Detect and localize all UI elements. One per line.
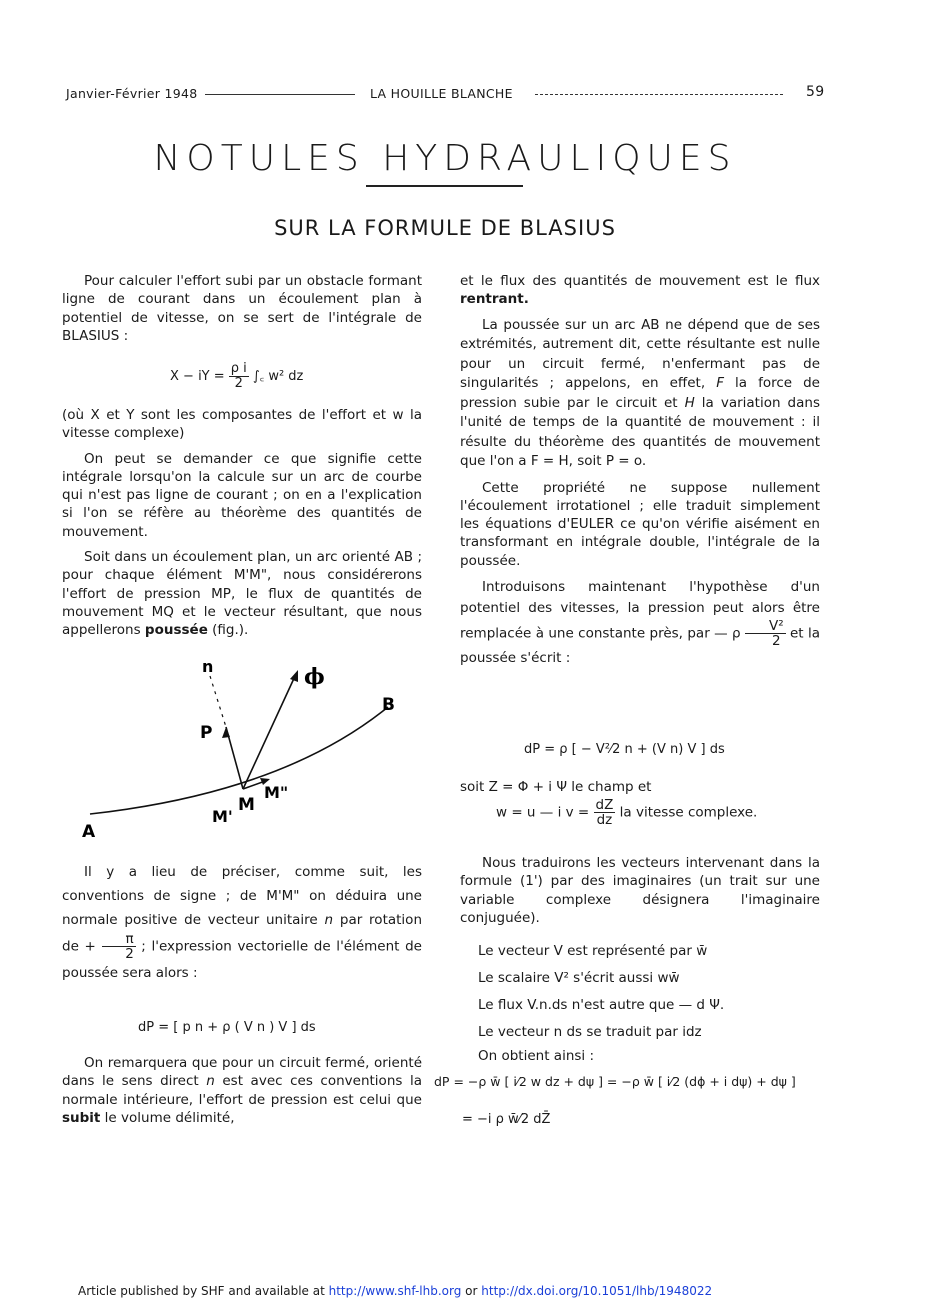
p5-n: n [324, 912, 334, 928]
footer-link-doi[interactable]: http://dx.doi.org/10.1051/lhb/1948022 [481, 1284, 713, 1298]
p5c: ; l'expression vectorielle de l'élément de poussée sera alors : [62, 938, 422, 981]
right-line-3: Le flux V.n.ds n'est autre que — d Ψ. [478, 997, 725, 1013]
footer-link-shf[interactable]: http://www.shf-lhb.org [328, 1284, 462, 1298]
arrow-mp-head [222, 727, 230, 738]
left-para-3: On peut se demander ce que signifie cette intégrale lorsqu'on la calcule sur un arc de courbe qui n'est pas ligne de courant ; on en a l'explication si l'on se réfère au théorème des quantités de mouvement. [62, 450, 422, 540]
right-line-4: Le vecteur n ds se traduit par idz [478, 1024, 702, 1040]
p4a: Soit dans un écoulement plan, un arc orienté AB ; pour chaque élément M'M", nous considérerons l'effort de pression MP, le flux de quantités de mouvement MQ et le vecteur résultant, que nous appellerons [62, 549, 422, 639]
r-p4-den: 2 [772, 633, 781, 650]
page-subtitle: SUR LA FORMULE DE BLASIUS [274, 216, 616, 240]
right-para-1 [460, 272, 820, 309]
r-p6-fraction [594, 798, 616, 827]
eq1-fraction [229, 362, 249, 391]
right-column [460, 272, 820, 676]
right-para-2 [460, 316, 820, 472]
label-mprime: M' [212, 807, 233, 826]
r-p2b: la force de pression subie par le circuit et [460, 375, 820, 411]
footer [78, 1284, 712, 1298]
footer-or: or [461, 1284, 482, 1298]
p6-n: n [206, 1073, 215, 1090]
p4b-bold: poussée [144, 622, 208, 639]
p5a: Il y a lieu de préciser, comme suit, les conventions de signe ; de M'M" on déduira une normale positive de vecteur unitaire [62, 864, 422, 928]
p5-fraction [102, 932, 136, 961]
left-para-5 [62, 860, 422, 985]
r-p6-den: dz [596, 812, 613, 828]
right-line-1: Le vecteur V est représenté par w̄ [478, 943, 708, 959]
right-para-7: Nous traduirons les vecteurs intervenant dans la formule (1') par des imaginaires (un trait sur une variable complexe désignera l'imaginaire conjuguée). [460, 855, 820, 926]
r-vec-f: F [716, 375, 724, 392]
r-p6-num: dZ [595, 797, 614, 813]
header-rule-right [535, 94, 783, 95]
label-m: M [238, 795, 255, 815]
r-p4-num: V² [745, 619, 786, 634]
final-equation-2: = −i ρ w̄⁄2 dZ̄ [462, 1112, 551, 1127]
right-list [478, 938, 818, 1066]
label-a: A [82, 822, 96, 842]
header-journal: LA HOUILLE BLANCHE [370, 86, 513, 101]
label-phi: ϕ [304, 664, 325, 690]
eq1-rhs: ∫꜀ w² dz [252, 369, 304, 384]
blasius-equation [170, 362, 303, 391]
left-column-4 [62, 1054, 422, 1134]
p4c: (fig.). [207, 622, 249, 639]
label-mdouble: M" [264, 783, 289, 802]
poussee-potential-equation: dP = ρ [ − V²⁄2 n + (V n) V ] ds [524, 742, 725, 757]
title-underline [366, 185, 523, 187]
right-line-5: On obtient ainsi : [478, 1048, 594, 1064]
p6d: le volume délimité, [100, 1109, 235, 1126]
p6a: On remarquera que pour un circuit fermé, orienté dans le sens direct [62, 1055, 422, 1090]
arrow-phi-head [290, 670, 298, 682]
r-p4a: Introduisons maintenant l'hypothèse d'un potentiel des vitesses, la pression peut alors être remplacée à une constante près, par — ρ [460, 579, 820, 642]
left-para-2: (où X et Y sont les composantes de l'effort et w la vitesse complexe) [62, 407, 422, 442]
final-equation-1: dP = −ρ w̄ [ i⁄2 w dz + dψ ] = −ρ w̄ [ i⁄2 (dϕ + i dψ) + dψ ] [434, 1074, 796, 1089]
eq1-lhs: X − iY = [170, 369, 225, 384]
eq1-num: ρ i [230, 361, 247, 376]
r-p2a: La poussée sur un arc AB ne dépend que de ses extrémités, autrement dit, cette résultante est nulle pour un circuit fermé, n'enfermant pas de singularités ; appelons, en effet, [460, 316, 820, 392]
right-para-5: soit Z = Φ + i Ψ le champ et [460, 779, 652, 795]
p5b: par rotation de + [62, 912, 422, 955]
label-n: n [202, 657, 214, 676]
page-number: 59 [806, 84, 825, 100]
r-vec-h: H [684, 394, 695, 411]
left-para-6 [62, 1054, 422, 1127]
p5-num: π [102, 932, 136, 947]
label-p: P [200, 723, 213, 743]
poussee-equation: dP = [ p n + ρ ( V n ) V ] ds [138, 1020, 316, 1035]
footer-text: Article published by SHF and available at [78, 1284, 329, 1298]
label-b: B [382, 695, 395, 715]
right-column-3 [460, 854, 820, 934]
r-p1b-bold: rentrant. [460, 291, 529, 308]
left-column [62, 272, 422, 352]
right-para-3: Cette propriété ne suppose nullement l'écoulement irrotationel ; elle traduit simplement les équations d'EULER ce qu'on vérifie aisément en transformant en intégrale double, l'intégrale de la poussée. [460, 479, 820, 569]
right-line-2: Le scalaire V² s'écrit aussi ww̄ [478, 970, 680, 986]
arrow-phi [243, 674, 296, 789]
header-rule-left [205, 94, 355, 95]
complex-velocity-eq [496, 798, 757, 827]
header-date: Janvier-Février 1948 [66, 86, 198, 101]
left-column-2 [62, 406, 422, 647]
r-p1a: et le flux des quantités de mouvement est le flux [460, 273, 820, 289]
normal-dashed [210, 676, 226, 727]
p6c-bold: subit [62, 1109, 101, 1126]
r-p6-rhs: la vitesse complexe. [619, 804, 758, 821]
r-p6-lhs: w = u — i v = [496, 804, 590, 821]
r-p4-fraction [745, 619, 786, 648]
left-para-1: Pour calculer l'effort subi par un obstacle formant ligne de courant dans un écoulement plan à potentiel de vitesse, on se sert de l'intégrale de BLASIUS : [62, 273, 422, 344]
page-title: NOTULES HYDRAULIQUES [153, 138, 737, 179]
r-p2c: la variation dans l'unité de temps de la quantité de mouvement : il résulte du théorème des quantités de mouvement que l'on a F = H, soit P = o. [460, 394, 820, 470]
left-column-3 [62, 860, 422, 992]
figure-diagram [78, 652, 428, 847]
eq1-den: 2 [234, 376, 243, 391]
p5-den: 2 [125, 946, 134, 962]
r-p4b: et la poussée s'écrit : [460, 625, 820, 667]
right-para-4 [460, 577, 820, 669]
p6b: est avec ces conventions la normale intérieure, l'effort de pression est celui que [62, 1073, 422, 1108]
left-para-4 [62, 548, 422, 639]
